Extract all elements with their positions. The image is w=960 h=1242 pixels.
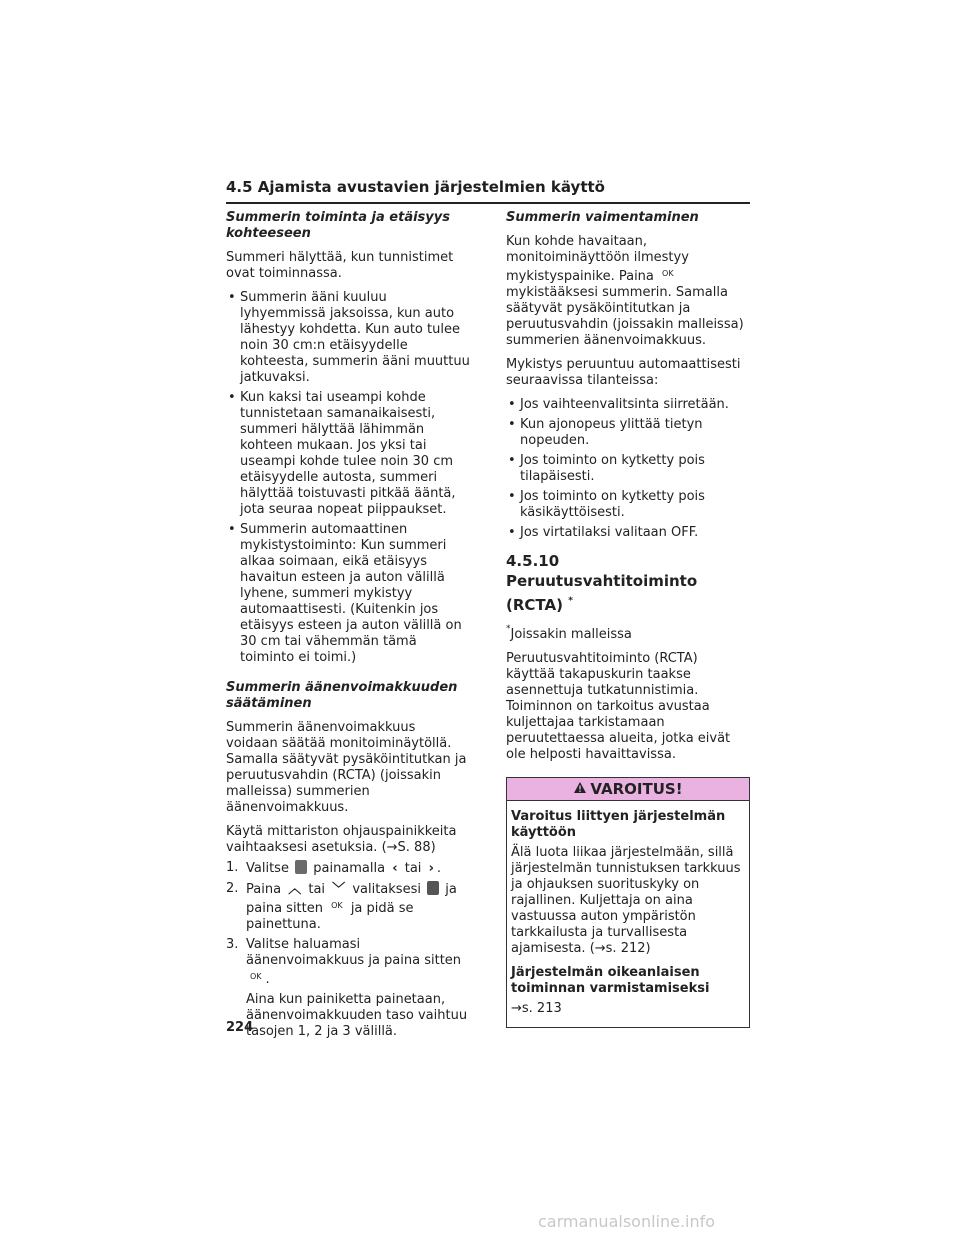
list-item: • Jos toiminto on kytketty pois käsikäyttöisesti. [506,489,750,521]
step-3: 3. Valitse haluamasi äänenvoimakkuus ja paina sitten $^{OK}$ . Aina kun painiketta painetaan, äänenvoimakkuuden taso vaihtuu tasojen 1, 2 ja 3 välillä. [226,937,470,1040]
rcta-section-title: 4.5.10 Peruutusvahtitoiminto (RCTA) * [506,552,698,614]
warning-paragraph-1: Älä luota liikaa järjestelmään, sillä järjestelmän tunnistuksen tarkkuus ja ohjauksen suorituskyky on rajallinen. Kuljettaja on aina vastuussa auton ympäristön tarkkailusta ja turvallisesta ajamisesta. (→s. 212) [511,845,741,956]
chevron-left-icon: ‹ [392,861,398,876]
list-item: • Jos toiminto on kytketty pois tilapäisesti. [506,453,750,485]
warning-title-2: Järjestelmän oikeanlaisen toiminnan varmistamiseksi [511,965,710,996]
right-column [506,210,750,1028]
list-item: • Jos virtatilaksi valitaan OFF. [506,525,750,541]
step-3-note: Aina kun painiketta painetaan, äänenvoimakkuuden taso vaihtuu tasojen 1, 2 ja 3 välillä. [246,992,468,1039]
section-header: 4.5 Ajamista avustavien järjestelmien käyttö [226,178,750,204]
rcta-model-note: *Joissakin malleissa [506,624,632,642]
buzzer-mute-heading: Summerin vaimentaminen [506,210,699,225]
list-item: • Summerin ääni kuuluu lyhyemmissä jaksoissa, kun auto lähestyy kohdetta. Kun auto tulee noin 30 cm:n etäisyydelle kohteesta, summerin ääni muuttuu jatkuvaksi. [226,290,470,386]
left-column [226,210,470,1048]
watermark: carmanualsonline.info [538,1212,716,1231]
parking-sensor-icon [427,881,439,895]
warning-title-1: Varoitus liittyen järjestelmän käyttöön [511,809,726,840]
buzzer-volume-paragraph: Summerin äänenvoimakkuus voidaan säätää monitoiminäytöllä. Samalla säätyvät pysäköintitutkan ja peruutusvahdin (RCTA) (joissakin malleissa) summerien äänenvoimakkuus. [226,720,467,815]
footnote-asterisk: * [568,596,573,606]
chevron-up-icon: ︿ [288,882,302,897]
list-item: • Summerin automaattinen mykistystoiminto: Kun summeri alkaa soimaan, eikä etäisyys havaitun esteen ja auton välillä lyhene, summeri mykistyy automaattisesti. (Kuitenkin jos etäisyys esteen ja auton välillä on 30 cm tai vähemmän tämä toiminto ei toimi.) [226,522,470,666]
step-1: 1. Valitse painamalla ‹ tai › . [226,860,442,876]
list-item: • Kun kaksi tai useampi kohde tunnistetaan samanaikaisesti, summeri hälyttää lähimmän kohteen mukaan. Jos yksi tai useampi kohde tulee noin 30 cm etäisyydelle autosta, summeri hälyttää toistuvasti pitkää ääntä, jota seuraa nopeat piippaukset. [226,390,470,518]
warning-header [507,778,749,801]
chevron-right-icon: › [428,861,434,876]
list-item: • Jos vaihteenvalitsinta siirretään. [506,397,750,413]
ok-button-icon: OK [662,269,674,278]
warning-body [507,801,749,1027]
list-item: • Kun ajonopeus ylittää tietyn nopeuden. [506,417,750,449]
buzzer-operation-list [226,290,470,666]
warning-box [506,777,750,1028]
settings-icon [295,860,307,874]
buzzer-operation-heading: Summerin toiminta ja etäisyys kohteeseen [226,210,450,241]
chevron-down-icon: ﹀ [332,882,346,897]
warning-label: VAROITUS! [590,780,683,798]
step-2: 2. Paina ︿ tai ﹀ valitaksesi ja paina sitten $^{OK}$ ja pidä se painettuna. [226,881,457,932]
warning-icon [573,781,587,797]
buzzer-mute-paragraph: Kun kohde havaitaan, monitoiminäyttöön ilmestyy mykistyspainike. Paina $^{OK}$ mykistääksesi summerin. Samalla säätyvät pysäköintitutkan ja peruutusvahdin (joissakin malleissa) summerien äänenvoimakkuus. [506,234,744,348]
buzzer-operation-intro: Summeri hälyttää, kun tunnistimet ovat toiminnassa. [226,250,454,281]
ok-button-icon: OK [331,901,343,910]
page-number: 224 [226,1020,254,1035]
mute-cancel-paragraph: Mykistys peruuntuu automaattisesti seuraavissa tilanteissa: [506,357,741,388]
rcta-description: Peruutusvahtitoiminto (RCTA) käyttää takapuskurin taakse asennettuja tutkatunnistimia. Toiminnon on tarkoitus avustaa kuljettajaa tarkistamaan peruutettaessa alueita, jotka eivät ole helposti havaittavissa. [506,651,731,762]
volume-steps [226,860,470,1040]
warning-paragraph-2: →s. 213 [511,1001,562,1016]
buzzer-volume-heading: Summerin äänenvoimakkuuden säätäminen [226,680,458,711]
buzzer-volume-instructions: Käytä mittariston ohjauspainikkeita vaihtaaksesi asetuksia. (→S. 88) [226,824,457,855]
ok-button-icon: OK [250,972,262,981]
mute-cancel-list [506,397,750,541]
